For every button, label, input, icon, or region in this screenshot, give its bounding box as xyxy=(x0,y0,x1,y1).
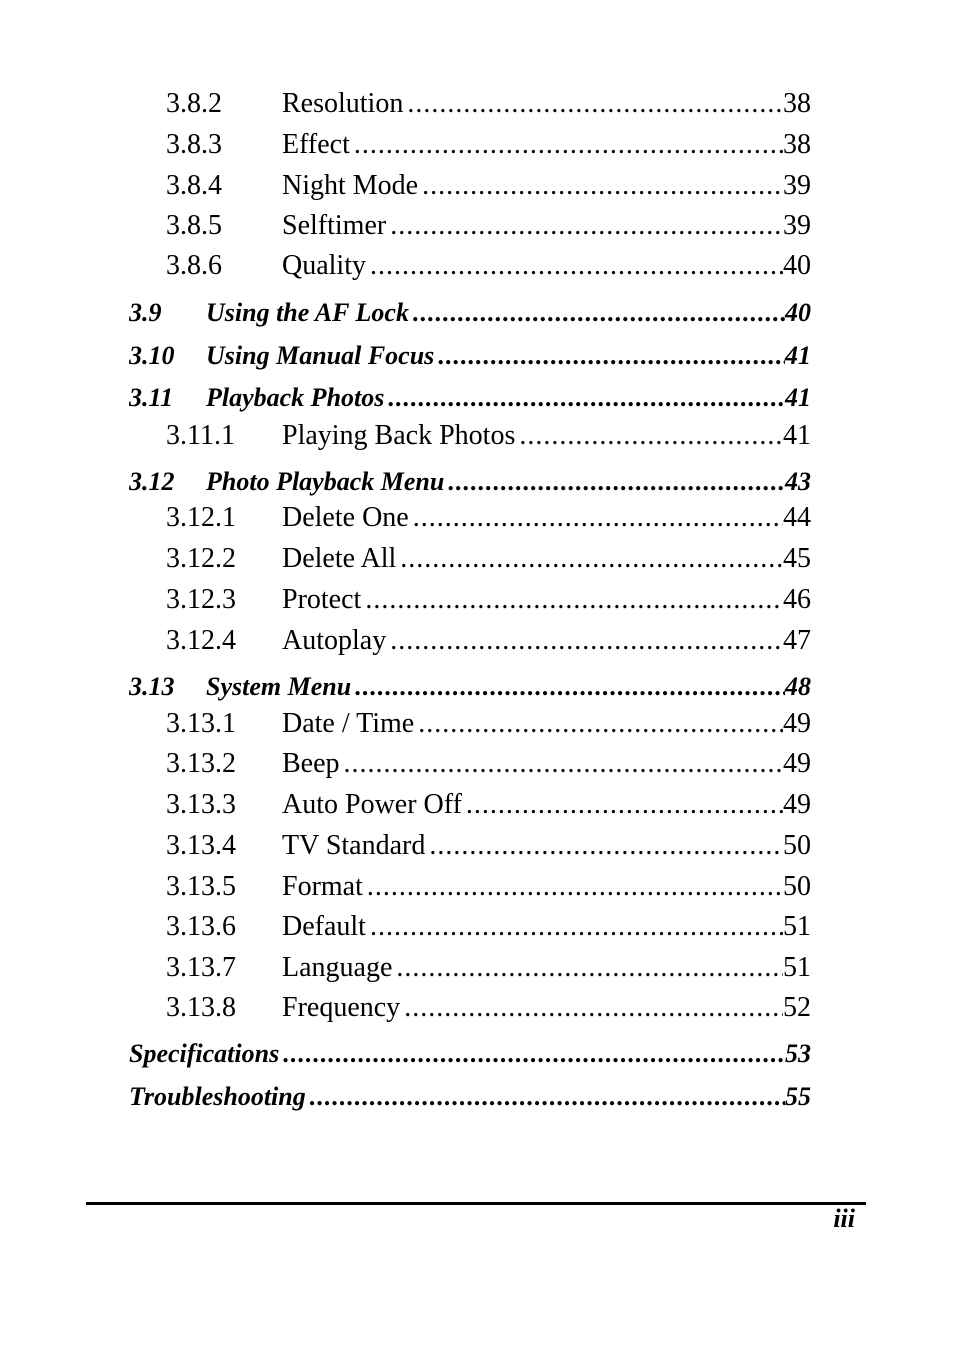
toc-section-entry[interactable] xyxy=(129,1039,811,1069)
toc-entry-title: Frequency xyxy=(282,992,401,1023)
toc-entry-title: Delete All xyxy=(282,543,397,574)
toc-entry-page: 41 xyxy=(785,383,811,412)
dot-leader xyxy=(400,992,783,1024)
toc-entry-number: 3.13.3 xyxy=(166,789,236,820)
toc-entry-title: Default xyxy=(282,911,366,942)
dot-leader xyxy=(462,789,783,821)
dot-leader xyxy=(366,911,783,943)
toc-entry-number: 3.13.8 xyxy=(166,992,236,1023)
toc-entry-title: Specifications xyxy=(129,1039,280,1068)
toc-section-entry[interactable] xyxy=(129,341,811,371)
dot-leader xyxy=(351,672,785,702)
toc-entry-title: Autoplay xyxy=(282,625,387,656)
toc-entry-number: 3.13.7 xyxy=(166,952,236,983)
dot-leader xyxy=(366,250,783,282)
toc-entry-number: 3.11 xyxy=(129,383,174,412)
footer-rule xyxy=(86,1202,866,1205)
toc-entry-title: Language xyxy=(282,952,393,983)
dot-leader xyxy=(306,1082,785,1112)
toc-entry-page: 49 xyxy=(783,708,811,739)
toc-entry[interactable] xyxy=(166,789,811,821)
dot-leader xyxy=(403,88,783,120)
dot-leader xyxy=(418,170,783,202)
toc-entry-page: 45 xyxy=(783,543,811,574)
dot-leader xyxy=(396,543,783,575)
dot-leader xyxy=(444,467,785,497)
dot-leader xyxy=(386,625,783,657)
toc-entry[interactable] xyxy=(166,420,811,452)
toc-entry-title: Delete One xyxy=(282,502,409,533)
toc-entry-page: 46 xyxy=(783,584,811,615)
toc-entry-page: 39 xyxy=(783,170,811,201)
toc-entry-title: Protect xyxy=(282,584,362,615)
toc-entry[interactable] xyxy=(166,992,811,1024)
toc-entry-page: 52 xyxy=(783,992,811,1023)
toc-entry-number: 3.13.4 xyxy=(166,830,236,861)
toc-entry-title: Playback Photos xyxy=(206,383,385,412)
toc-entry-page: 40 xyxy=(783,250,811,281)
toc-entry-title: Troubleshooting xyxy=(129,1082,306,1111)
dot-leader xyxy=(434,341,785,371)
dot-leader xyxy=(386,210,783,242)
toc-entry-number: 3.13.1 xyxy=(166,708,236,739)
toc-entry-number: 3.12 xyxy=(129,467,175,496)
toc-entry-number: 3.9 xyxy=(129,298,162,327)
dot-leader xyxy=(384,383,785,413)
toc-entry-number: 3.8.2 xyxy=(166,88,222,119)
toc-entry[interactable] xyxy=(166,170,811,202)
toc-entry-number: 3.13.6 xyxy=(166,911,236,942)
dot-leader xyxy=(392,952,783,984)
toc-entry-number: 3.8.4 xyxy=(166,170,222,201)
dot-leader xyxy=(340,748,783,780)
toc-entry[interactable] xyxy=(166,88,811,120)
toc-entry-title: System Menu xyxy=(206,672,352,701)
toc-entry-title: Playing Back Photos xyxy=(282,420,516,451)
dot-leader xyxy=(414,708,783,740)
toc-entry-page: 41 xyxy=(785,341,811,370)
dot-leader xyxy=(515,420,783,452)
toc-entry-number: 3.13 xyxy=(129,672,175,701)
toc-entry-number: 3.13.2 xyxy=(166,748,236,779)
toc-entry-number: 3.13.5 xyxy=(166,871,236,902)
dot-leader xyxy=(350,129,783,161)
toc-entry[interactable] xyxy=(166,911,811,943)
toc-entry-page: 43 xyxy=(785,467,811,496)
toc-entry-number: 3.12.2 xyxy=(166,543,236,574)
toc-section-entry[interactable] xyxy=(129,672,811,702)
toc-entry[interactable] xyxy=(166,210,811,242)
toc-entry-page: 38 xyxy=(783,88,811,119)
toc-entry[interactable] xyxy=(166,502,811,534)
toc-entry-page: 51 xyxy=(783,911,811,942)
toc-entry[interactable] xyxy=(166,952,811,984)
toc-section-entry[interactable] xyxy=(129,298,811,328)
toc-entry-title: Night Mode xyxy=(282,170,419,201)
toc-entry-page: 48 xyxy=(785,672,811,701)
toc-entry-title: Beep xyxy=(282,748,340,779)
toc-entry[interactable] xyxy=(166,708,811,740)
dot-leader xyxy=(409,298,785,328)
toc-entry-title: Quality xyxy=(282,250,366,281)
toc-entry-page: 50 xyxy=(783,830,811,861)
toc-entry-page: 47 xyxy=(783,625,811,656)
toc-section-entry[interactable] xyxy=(129,1082,811,1112)
toc-entry-number: 3.11.1 xyxy=(166,420,235,451)
toc-entry-page: 44 xyxy=(783,502,811,533)
dot-leader xyxy=(363,871,783,903)
toc-entry-number: 3.12.4 xyxy=(166,625,236,656)
toc-entry-page: 49 xyxy=(783,748,811,779)
toc-entry-title: Selftimer xyxy=(282,210,387,241)
toc-entry-title: TV Standard xyxy=(282,830,426,861)
toc-entry-page: 40 xyxy=(785,298,811,327)
toc-section-entry[interactable] xyxy=(129,467,811,497)
toc-entry-page: 39 xyxy=(783,210,811,241)
toc-entry-title: Photo Playback Menu xyxy=(206,467,445,496)
toc-entry-title: Auto Power Off xyxy=(282,789,462,820)
toc-entry-number: 3.8.3 xyxy=(166,129,222,160)
toc-entry-title: Date / Time xyxy=(282,708,415,739)
toc-entry-number: 3.8.6 xyxy=(166,250,222,281)
toc-section-entry[interactable] xyxy=(129,383,811,413)
toc-entry-page: 49 xyxy=(783,789,811,820)
toc-entry-title: Resolution xyxy=(282,88,404,119)
toc-entry[interactable] xyxy=(166,871,811,903)
toc-entry-page: 51 xyxy=(783,952,811,983)
dot-leader xyxy=(361,584,783,616)
toc-entry-page: 38 xyxy=(783,129,811,160)
toc-entry-title: Format xyxy=(282,871,363,902)
dot-leader xyxy=(425,830,783,862)
toc-entry-page: 53 xyxy=(785,1039,811,1068)
toc-entry[interactable] xyxy=(166,584,811,616)
dot-leader xyxy=(279,1039,785,1069)
toc-entry-number: 3.8.5 xyxy=(166,210,222,241)
toc-entry[interactable] xyxy=(166,830,811,862)
dot-leader xyxy=(409,502,783,534)
toc-entry-title: Using Manual Focus xyxy=(206,341,435,370)
toc-entry[interactable] xyxy=(166,748,811,780)
toc-entry[interactable] xyxy=(166,543,811,575)
toc-entry-page: 50 xyxy=(783,871,811,902)
toc-entry-number: 3.10 xyxy=(129,341,175,370)
page-number: iii xyxy=(833,1204,855,1233)
toc-entry-number: 3.12.1 xyxy=(166,502,236,533)
toc-entry[interactable] xyxy=(166,129,811,161)
toc-entry-page: 41 xyxy=(783,420,811,451)
toc-entry-number: 3.12.3 xyxy=(166,584,236,615)
toc-entry-title: Using the AF Lock xyxy=(206,298,409,327)
toc-entry-title: Effect xyxy=(282,129,350,160)
toc-entry[interactable] xyxy=(166,625,811,657)
toc-entry-page: 55 xyxy=(785,1082,811,1111)
toc-entry[interactable] xyxy=(166,250,811,282)
